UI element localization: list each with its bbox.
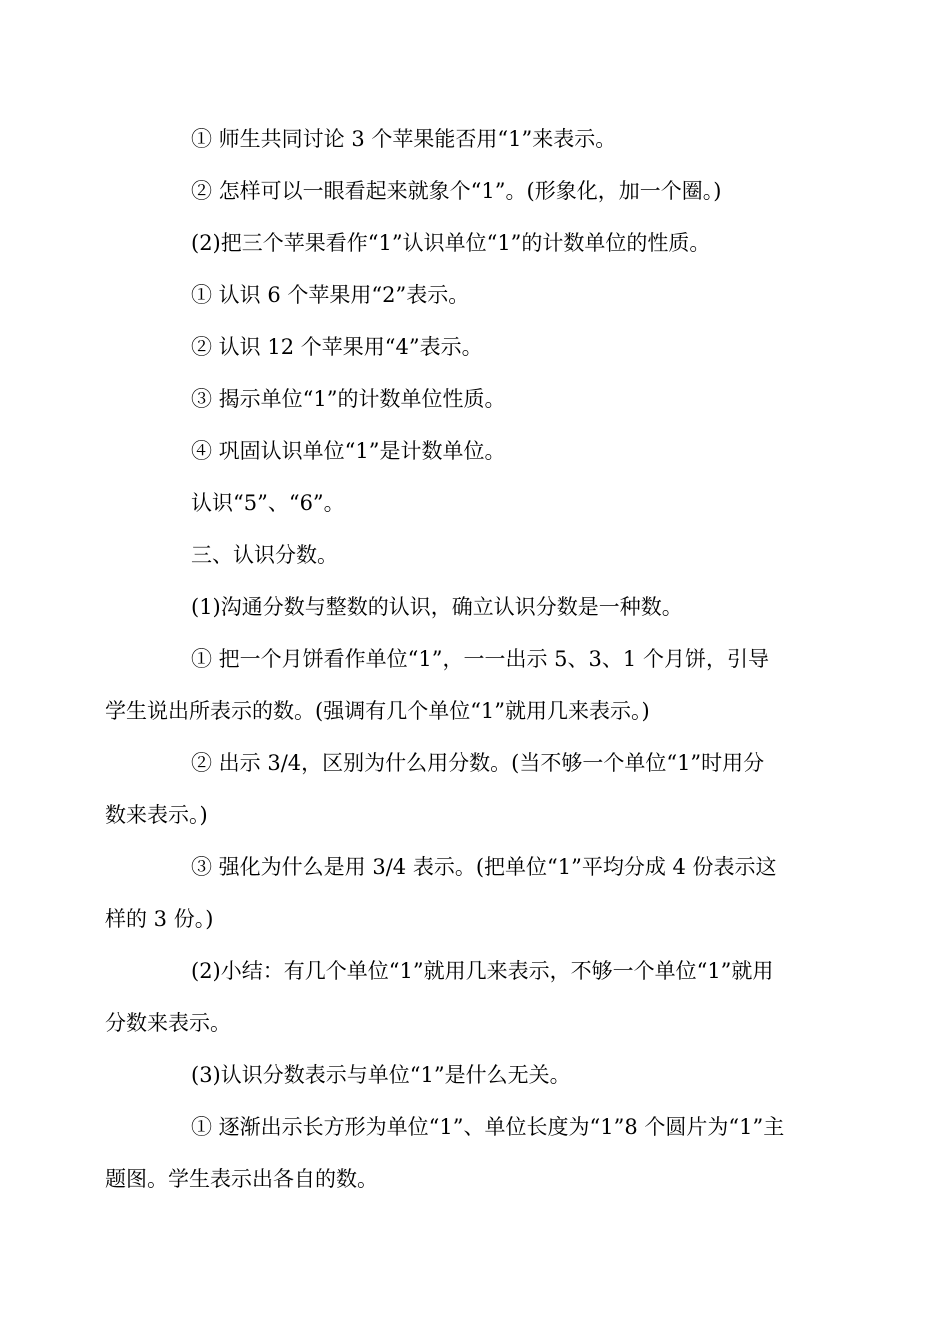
paragraph-line: ② 出示 3/4，区别为什么用分数。(当不够一个单位“1”时用分 [191,751,765,775]
paragraph-line: ① 认识 6 个苹果用“2”表示。 [191,283,470,307]
paragraph-line: ③ 强化为什么是用 3/4 表示。(把单位“1”平均分成 4 份表示这 [191,855,777,879]
paragraph-line: ③ 揭示单位“1”的计数单位性质。 [191,387,506,411]
paragraph-line: ④ 巩固认识单位“1”是计数单位。 [191,439,506,463]
paragraph-line: 题图。学生表示出各自的数。 [105,1167,378,1191]
paragraph-8 [148,477,803,529]
paragraph-line: (1)沟通分数与整数的认识，确立认识分数是一种数。 [191,595,683,619]
paragraph-line: ① 逐渐出示长方形为单位“1”、单位长度为“1”8 个圆片为“1”主 [191,1115,785,1139]
paragraph-11 [105,633,803,737]
paragraph-3 [148,217,803,269]
paragraph-15 [148,1049,803,1101]
paragraph-line: ② 怎样可以一眼看起来就象个“1”。(形象化，加一个圈。) [191,179,722,203]
paragraph-line: 数来表示。) [105,803,208,827]
paragraph-line: (2)把三个苹果看作“1”认识单位“1”的计数单位的性质。 [191,231,711,255]
paragraph-line: (2)小结：有几个单位“1”就用几来表示，不够一个单位“1”就用 [191,959,774,983]
paragraph-line: ① 把一个月饼看作单位“1”，一一出示 5、3、1 个月饼，引导 [191,647,769,671]
paragraph-line: 三、认识分数。 [191,543,338,567]
paragraph-line: 认识“5”、“6”。 [191,491,345,515]
paragraph-14 [105,945,803,1049]
paragraph-6 [148,373,803,425]
paragraph-4 [148,269,803,321]
paragraph-line: 学生说出所表示的数。(强调有几个单位“1”就用几来表示。) [105,699,650,723]
paragraph-10 [148,581,803,633]
paragraph-line: ② 认识 12 个苹果用“4”表示。 [191,335,483,359]
section-heading [148,529,803,581]
paragraph-13 [105,841,803,945]
paragraph-line: 分数来表示。 [105,1011,231,1035]
paragraph-1 [148,113,803,165]
paragraph-line: (3)认识分数表示与单位“1”是什么无关。 [191,1063,571,1087]
paragraph-16 [105,1101,803,1205]
paragraph-7 [148,425,803,477]
paragraph-line: ① 师生共同讨论 3 个苹果能否用“1”来表示。 [191,127,617,151]
paragraph-line: 样的 3 份。) [105,907,214,931]
paragraph-5 [148,321,803,373]
paragraph-2 [148,165,803,217]
document-page [105,113,803,1205]
paragraph-12 [105,737,803,841]
